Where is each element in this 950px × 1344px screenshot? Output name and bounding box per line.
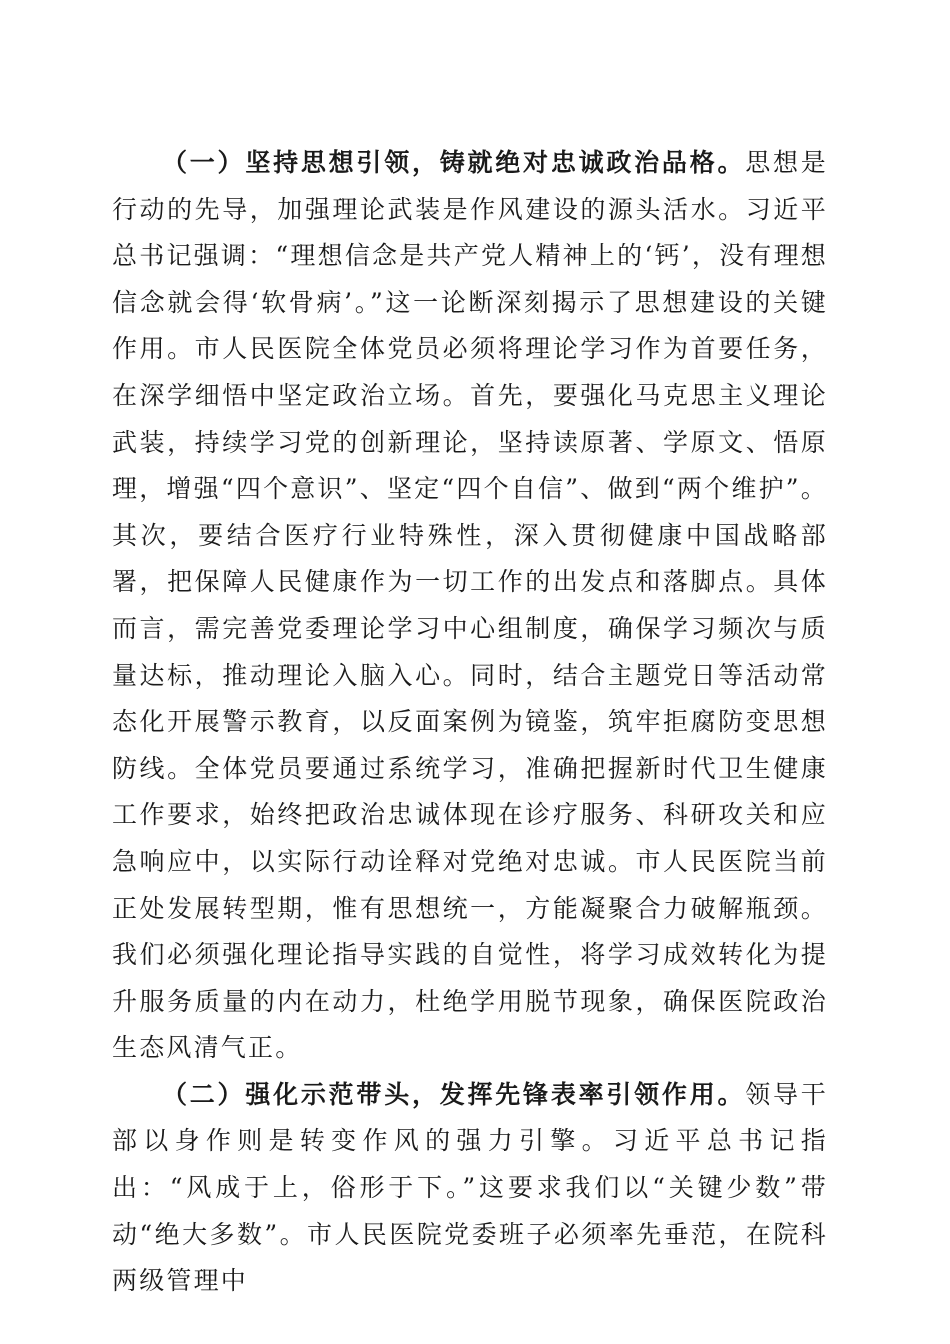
document-body [112,140,828,1305]
section-heading-1: （一）坚持思想引领，铸就绝对忠诚政治品格。 [162,148,746,177]
paragraph-1-body: 思想是行动的先导，加强理论武装是作风建设的源头活水。习近平总书记强调：“理想信念是共产党人精神上的‘钙’，没有理想信念就会得‘软骨病’。”这一论断深刻揭示了思想建设的关键作用。市人民医院全体党员必须将理论学习作为首要任务，在深学细悟中坚定政治立场。首先，要强化马克思主义理论武装，持续学习党的创新理论，坚持读原著、学原文、悟原理，增强“四个意识”、坚定“四个自信”、做到“两个维护”。其次，要结合医疗行业特殊性，深入贯彻健康中国战略部署，把保障人民健康作为一切工作的出发点和落脚点。具体而言，需完善党委理论学习中心组制度，确保学习频次与质量达标，推动理论入脑入心。同时，结合主题党日等活动常态化开展警示教育，以反面案例为镜鉴，筑牢拒腐防变思想防线。全体党员要通过系统学习，准确把握新时代卫生健康工作要求，始终把政治忠诚体现在诊疗服务、科研攻关和应急响应中，以实际行动诠释对党绝对忠诚。市人民医院当前正处发展转型期，惟有思想统一，方能凝聚合力破解瓶颈。我们必须强化理论指导实践的自觉性，将学习成效转化为提升服务质量的内在动力，杜绝学用脱节现象，确保医院政治生态风清气正。 [112,148,828,1063]
paragraph-1 [112,140,828,1072]
paragraph-2 [112,1072,828,1305]
paragraph-2-body: 领导干部以身作则是转变作风的强力引擎。习近平总书记指出：“风成于上，俗形于下。”这要求我们以“关键少数”带动“绝大多数”。市人民医院党委班子必须率先垂范，在院科两级管理中 [112,1079,828,1296]
section-heading-2: （二）强化示范带头，发挥先锋表率引领作用。 [162,1079,746,1109]
